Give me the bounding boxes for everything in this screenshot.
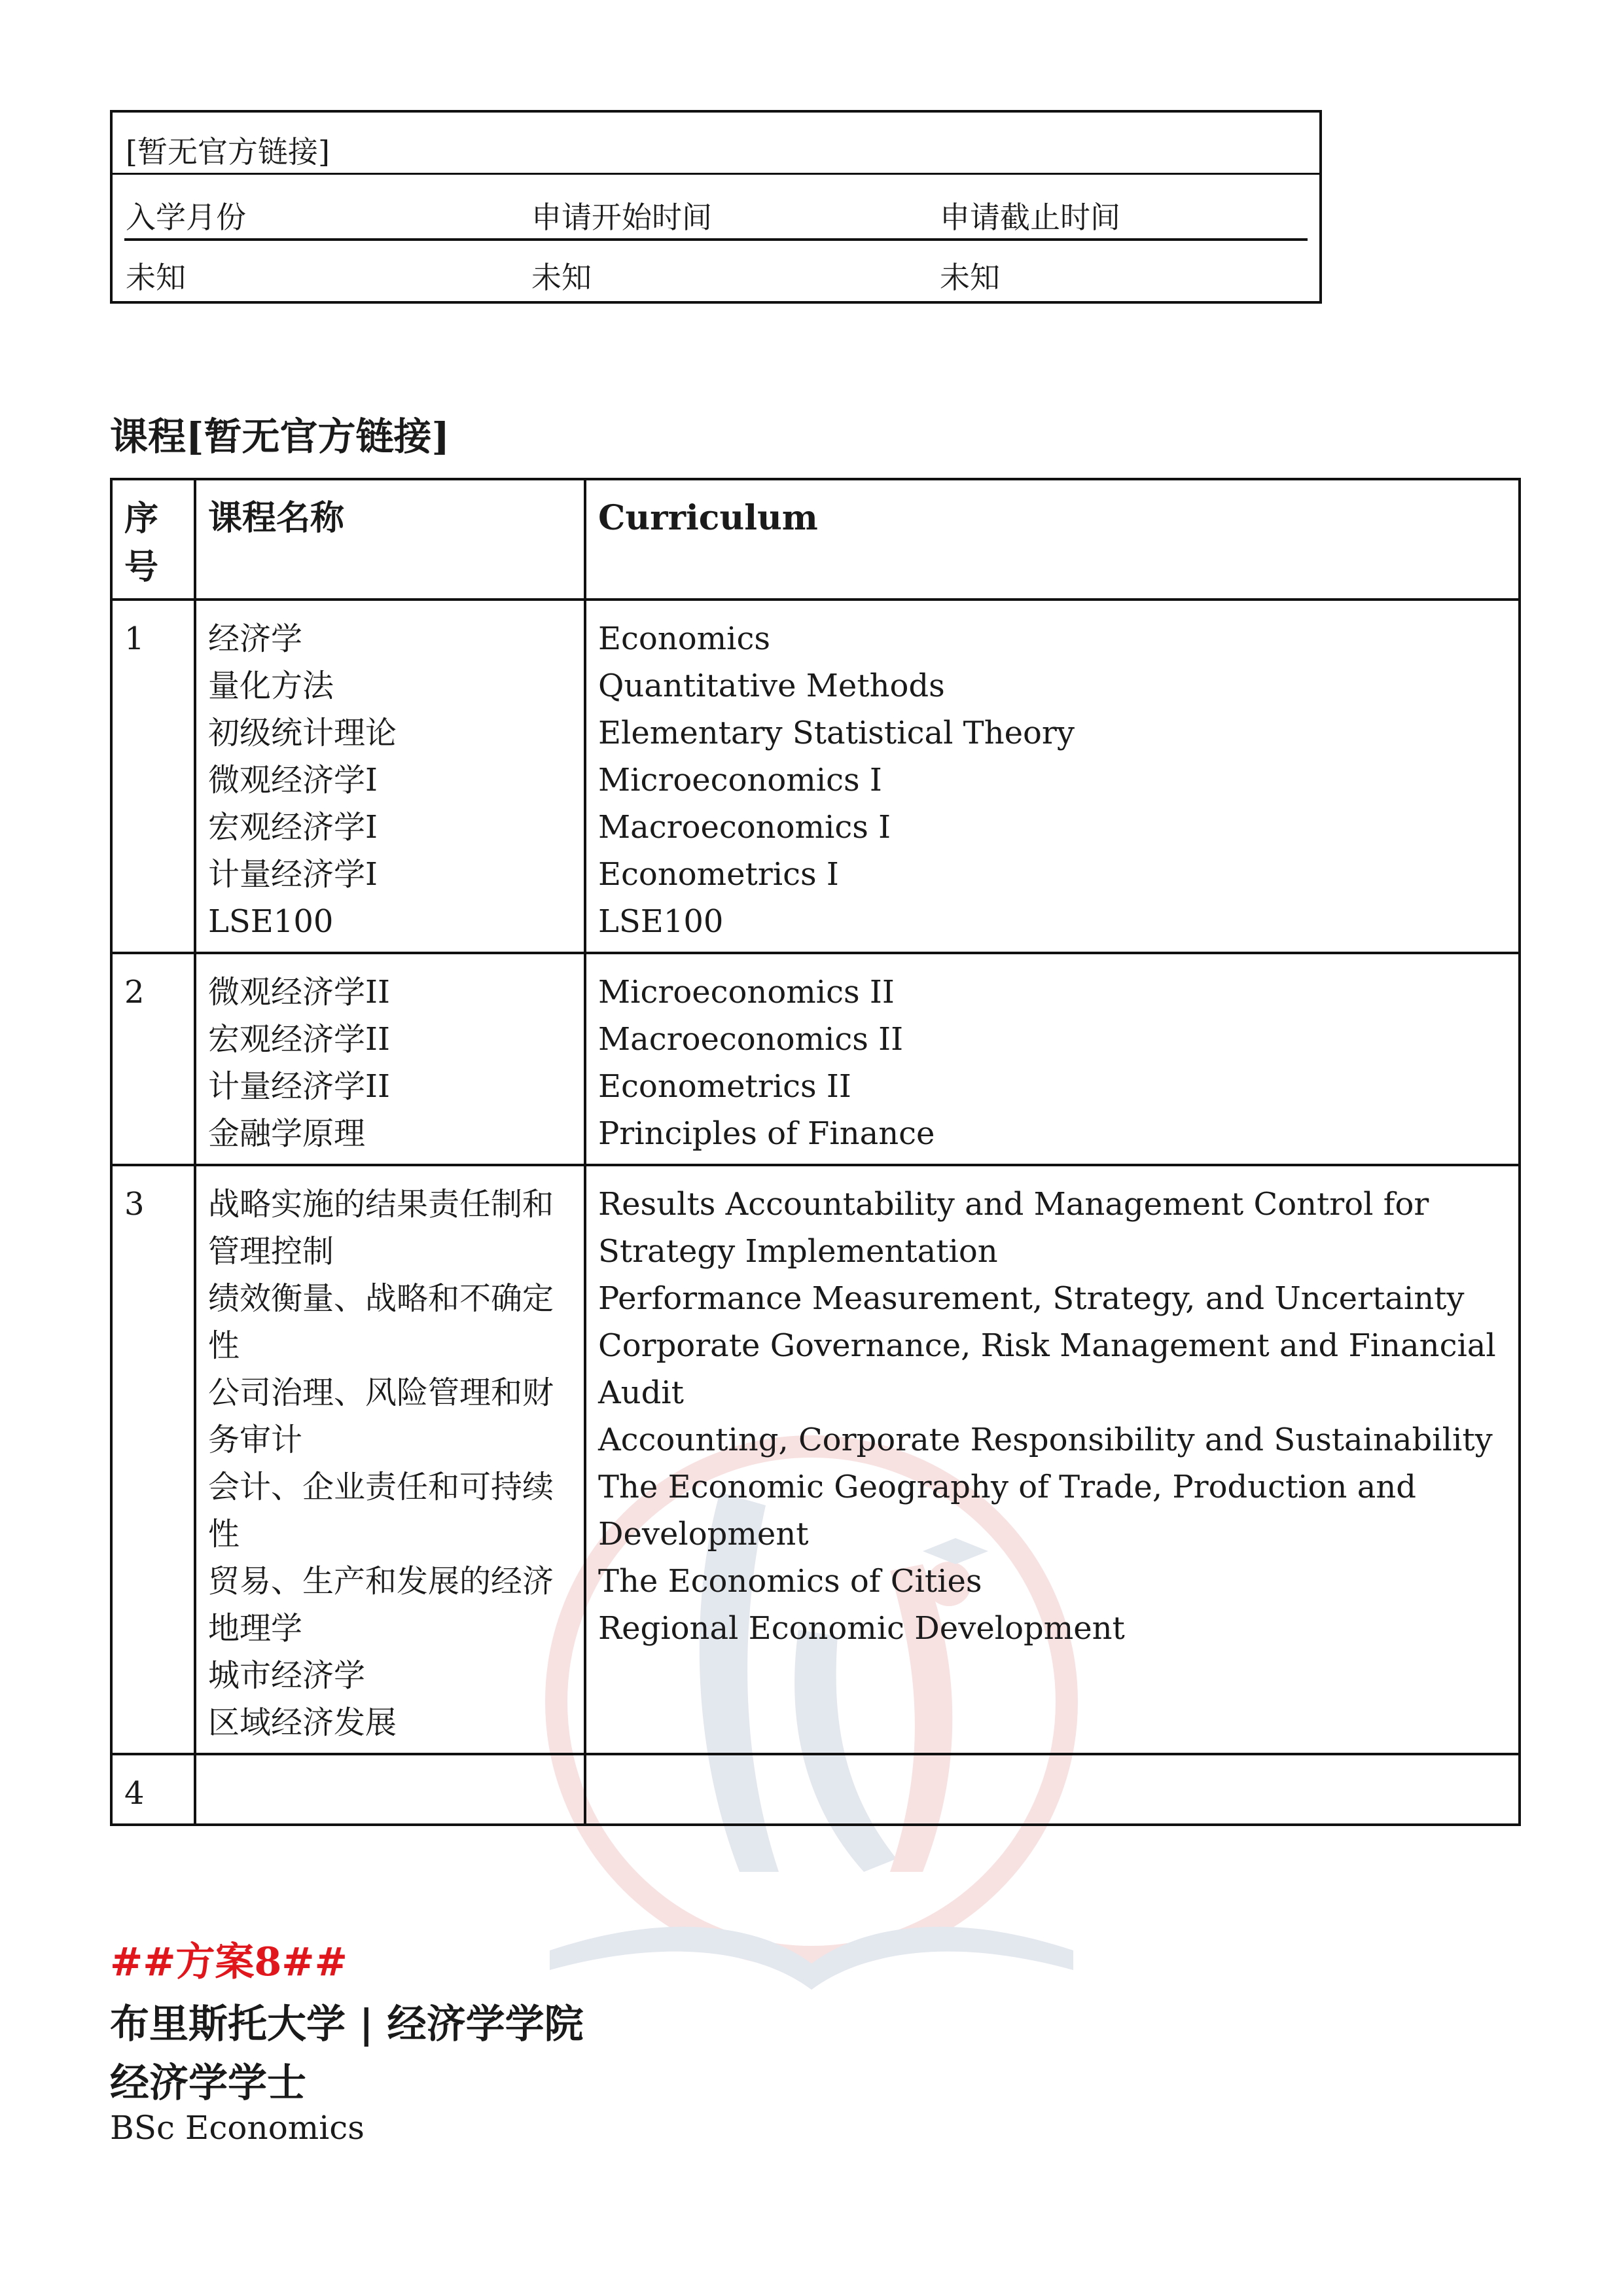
- application-deadline-value: 未知: [940, 260, 1000, 295]
- course-names-cn: [195, 953, 585, 1165]
- course-table: [110, 478, 1521, 1826]
- course-name: Regional Economic Development: [598, 1610, 1125, 1647]
- intake-info-box: [110, 110, 1322, 304]
- degree-name-en: BSc Economics: [110, 2109, 365, 2147]
- intake-month-header: 入学月份: [126, 200, 246, 235]
- row-number: 3: [111, 1165, 195, 1754]
- course-name: 区域经济发展: [208, 1704, 397, 1741]
- course-name: Elementary Statistical Theory: [598, 715, 1075, 751]
- course-name: 绩效衡量、战略和不确定性: [208, 1280, 554, 1364]
- course-names-en: [585, 1165, 1520, 1754]
- course-names-en: [585, 1754, 1520, 1825]
- course-name: Econometrics I: [598, 856, 839, 893]
- course-name: The Economics of Cities: [598, 1563, 982, 1600]
- course-name: Economics: [598, 620, 771, 657]
- header-number: 序号: [111, 479, 195, 600]
- row-number: 4: [111, 1754, 195, 1825]
- application-start-header: 申请开始时间: [531, 200, 712, 235]
- course-name: 战略实施的结果责任制和管理控制: [208, 1186, 554, 1270]
- course-name: Microeconomics I: [598, 762, 882, 798]
- intake-month-value: 未知: [126, 260, 186, 295]
- course-name: 会计、企业责任和可持续性: [208, 1469, 554, 1552]
- header-curriculum-en: Curriculum: [585, 479, 1520, 600]
- course-name: 经济学: [208, 620, 303, 657]
- course-name: 量化方法: [208, 668, 334, 704]
- header-course-name-cn: 课程名称: [195, 479, 585, 600]
- course-name: Macroeconomics I: [598, 809, 891, 846]
- degree-name-cn: 经济学学士: [110, 2060, 306, 2106]
- course-name: 宏观经济学I: [208, 809, 378, 846]
- course-names-cn: [195, 1754, 585, 1825]
- row-number: 1: [111, 600, 195, 953]
- course-name: 城市经济学: [208, 1657, 366, 1694]
- row-number: 2: [111, 953, 195, 1165]
- course-name: Macroeconomics II: [598, 1021, 904, 1058]
- table-row: [111, 1165, 1520, 1754]
- course-names-en: [585, 600, 1520, 953]
- course-name: 微观经济学I: [208, 762, 378, 798]
- course-name: 微观经济学II: [208, 974, 390, 1011]
- course-name: Econometrics II: [598, 1068, 851, 1105]
- plan-label: ##方案8##: [110, 1939, 348, 1985]
- table-header-row: [111, 479, 1520, 600]
- courses-title: 课程[暂无官方链接]: [110, 414, 450, 459]
- course-name: Performance Measurement, Strategy, and Uncertainty: [598, 1280, 1465, 1317]
- course-name: 初级统计理论: [208, 715, 397, 751]
- university-name: 布里斯托大学 | 经济学学院: [110, 2001, 584, 2047]
- course-name: 贸易、生产和发展的经济地理学: [208, 1563, 554, 1647]
- course-name: Corporate Governance, Risk Management and Financial Audit: [598, 1327, 1496, 1411]
- course-name: 计量经济学I: [208, 856, 378, 893]
- application-deadline-header: 申请截止时间: [940, 200, 1120, 235]
- course-name: Microeconomics II: [598, 974, 895, 1011]
- table-row: [111, 600, 1520, 953]
- course-name: 金融学原理: [208, 1115, 366, 1152]
- table-row: [111, 1754, 1520, 1825]
- divider: [124, 238, 1308, 241]
- course-name: LSE100: [598, 903, 724, 940]
- course-name: LSE100: [208, 903, 334, 940]
- course-name: The Economic Geography of Trade, Production and Development: [598, 1469, 1416, 1552]
- course-name: 公司治理、风险管理和财务审计: [208, 1374, 554, 1458]
- divider: [113, 173, 1319, 175]
- intake-link-note: [暂无官方链接]: [126, 134, 330, 170]
- course-name: Quantitative Methods: [598, 668, 945, 704]
- course-name: 宏观经济学II: [208, 1021, 390, 1058]
- table-row: [111, 953, 1520, 1165]
- course-names-cn: [195, 1165, 585, 1754]
- course-name: 计量经济学II: [208, 1068, 390, 1105]
- course-name: Accounting, Corporate Responsibility and Sustainability: [598, 1422, 1493, 1458]
- course-name: Results Accountability and Management Control for Strategy Implementation: [598, 1186, 1429, 1270]
- course-names-en: [585, 953, 1520, 1165]
- course-names-cn: [195, 600, 585, 953]
- application-start-value: 未知: [531, 260, 592, 295]
- course-name: Principles of Finance: [598, 1115, 935, 1152]
